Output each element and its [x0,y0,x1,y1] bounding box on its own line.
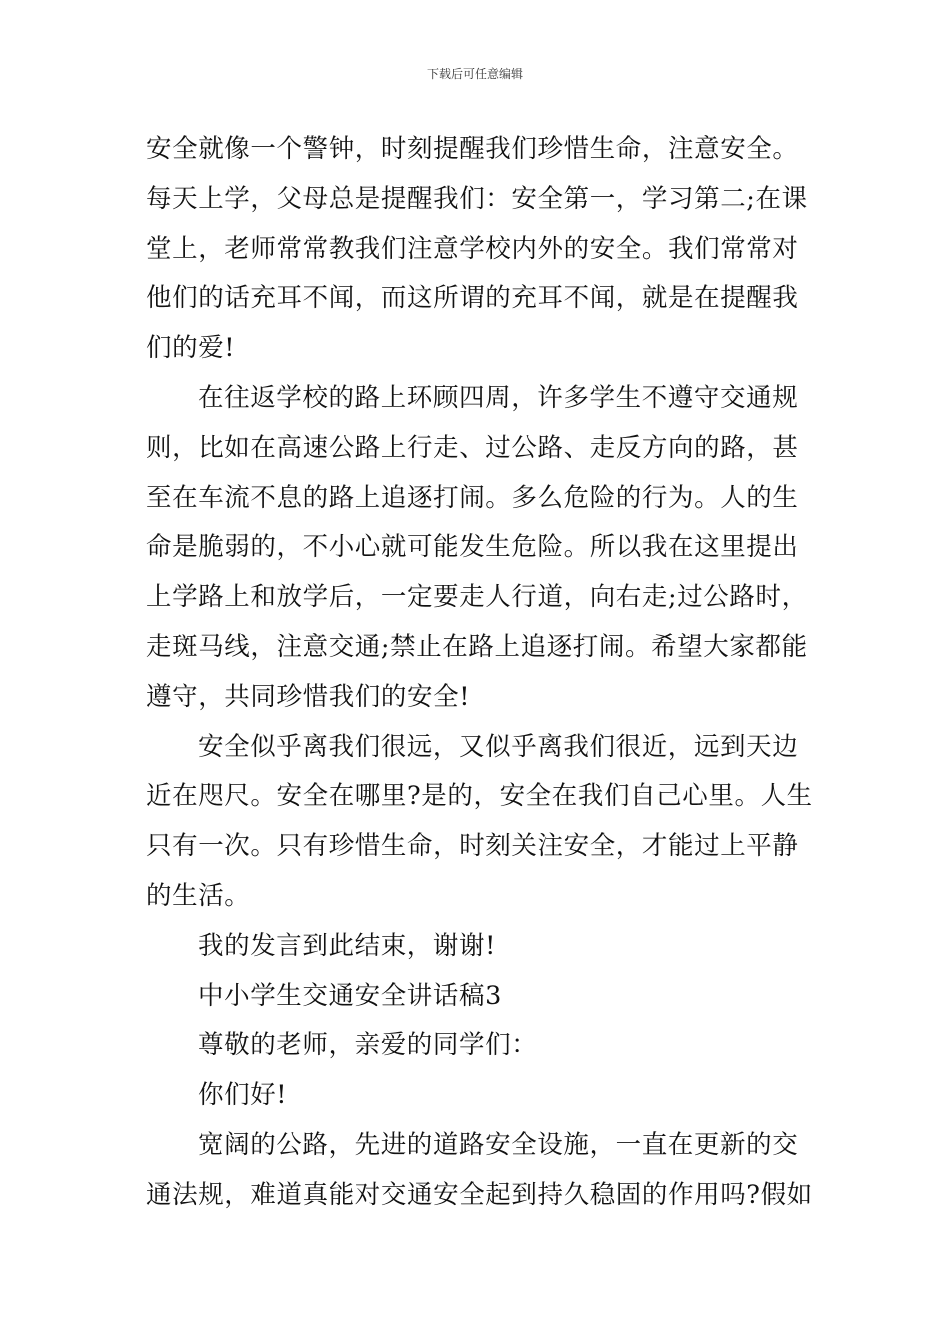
text-line: 中小学生交通安全讲话稿3 [198,980,502,1011]
section-title [146,972,810,1022]
paragraph [146,374,810,723]
text-line: 每天上学，父母总是提醒我们：安全第一，学习第二;在课 [146,183,808,214]
page-header: 下载后可任意编辑 [426,67,523,81]
text-line: 则，比如在高速公路上行走、过公路、走反方向的路，甚 [146,432,799,463]
text-line: 上学路上和放学后，一定要走人行道，向右走;过公路时， [146,582,808,613]
text-line: 他们的话充耳不闻，而这所谓的充耳不闻，就是在提醒我 [146,283,799,314]
text-line: 安全就像一个警钟，时刻提醒我们珍惜生命，注意安全。 [146,134,799,164]
paragraph [146,125,810,374]
text-line: 通法规，难道真能对交通安全起到持久稳固的作用吗?假如 [146,1179,813,1210]
text-line: 走斑马线，注意交通;禁止在路上追逐打闹。希望大家都能 [146,631,808,662]
text-line: 尊敬的老师，亲爱的同学们： [198,1030,538,1061]
text-line: 宽阔的公路，先进的道路安全设施，一直在更新的交 [198,1129,799,1160]
text-line: 命是脆弱的，不小心就可能发生危险。所以我在这里提出 [146,532,799,563]
paragraph [146,1121,813,1221]
text-line: 在往返学校的路上环顾四周，许多学生不遵守交通规 [198,382,799,413]
closing-line [146,922,810,972]
greeting [146,1071,810,1121]
text-line: 你们好! [198,1080,288,1111]
document-body [146,125,813,1221]
text-line: 只有一次。只有珍惜生命，时刻关注安全，才能过上平静 [146,831,799,862]
text-line: 遵守，共同珍惜我们的安全! [146,681,471,712]
text-line: 堂上，老师常常教我们注意学校内外的安全。我们常常对 [146,233,799,264]
text-line: 至在车流不息的路上追逐打闹。多么危险的行为。人的生 [146,482,799,513]
text-line: 近在咫尺。安全在哪里?是的，安全在我们自己心里。人生 [146,781,813,812]
text-line: 们的爱! [146,333,236,364]
text-line: 安全似乎离我们很远，又似乎离我们很近，远到天边 [198,731,799,762]
text-line: 我的发言到此结束，谢谢! [198,930,496,961]
salutation [146,1021,810,1071]
paragraph [146,723,813,922]
text-line: 的生活。 [146,880,251,911]
